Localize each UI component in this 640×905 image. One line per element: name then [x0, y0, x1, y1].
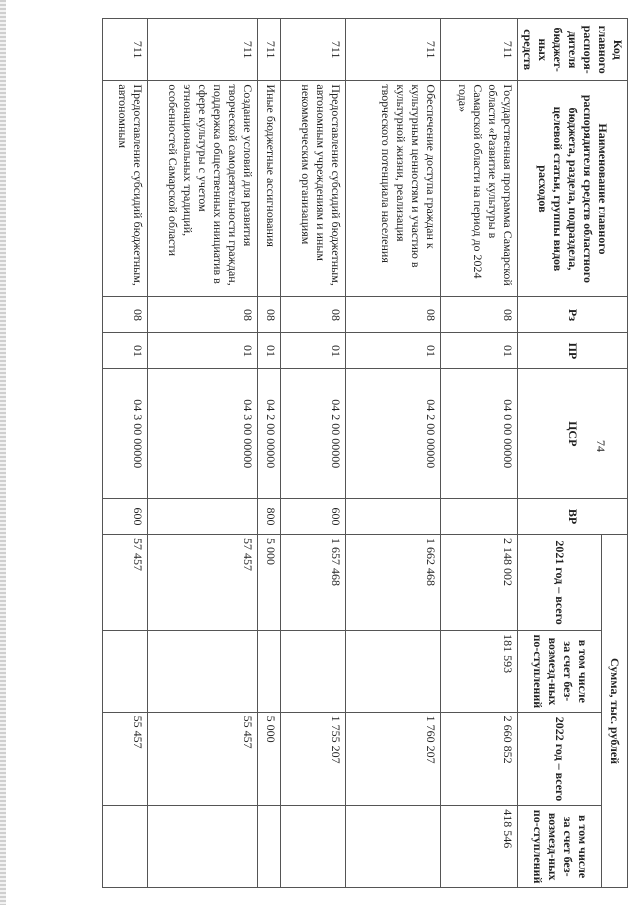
cell-vr: 600	[103, 499, 148, 535]
cell-2022-total: 5 000	[258, 712, 281, 806]
cell-vr	[148, 499, 258, 535]
cell-code: 711	[441, 19, 518, 81]
cell-rz: 08	[258, 297, 281, 333]
cell-csr: 04 2 00 00000	[346, 369, 441, 499]
header-2021-free: в том числе за счет без-возмезд-ных по-ступлений	[518, 631, 602, 713]
header-name: Наименование главного распорядителя средств областного бюджета, раздела, подраздела, целевой статьи, группы видов расходов	[518, 81, 628, 297]
cell-rz: 08	[441, 297, 518, 333]
cell-pr: 01	[258, 333, 281, 369]
table-row	[281, 19, 346, 888]
page-number: 74	[594, 440, 608, 452]
cell-name: Иные бюджетные ассигнования	[258, 81, 281, 297]
header-2022-free: в том числе за счет без-возмезд-ных по-ступлений	[518, 806, 602, 888]
table-row	[346, 19, 441, 888]
cell-pr: 01	[148, 333, 258, 369]
cell-2021-free	[103, 631, 148, 713]
rotated-page	[62, 18, 628, 888]
cell-2021-total: 57 457	[148, 535, 258, 631]
cell-csr: 04 3 00 00000	[148, 369, 258, 499]
cell-2021-total: 2 148 002	[441, 535, 518, 631]
cell-pr: 01	[103, 333, 148, 369]
cell-rz: 08	[346, 297, 441, 333]
cell-code: 711	[346, 19, 441, 81]
cell-2022-free	[281, 806, 346, 888]
cell-vr: 600	[281, 499, 346, 535]
cell-csr: 04 2 00 00000	[281, 369, 346, 499]
table-header	[518, 19, 628, 888]
cell-2021-total: 1 657 468	[281, 535, 346, 631]
cell-2022-total: 55 457	[103, 712, 148, 806]
cell-name: Предоставление субсидий бюджетным, автономным	[103, 81, 148, 297]
table-row	[103, 19, 148, 888]
cell-2022-free	[346, 806, 441, 888]
cell-pr: 01	[346, 333, 441, 369]
cell-2021-free	[258, 631, 281, 713]
cell-name: Создание условий для развития творческой самодеятельности граждан, поддержка общественных инициатив в сфере культуры с учетом этнонациональных традиций, особенностей Самарской области	[148, 81, 258, 297]
cell-2022-total: 2 660 852	[441, 712, 518, 806]
cell-2021-total: 5 000	[258, 535, 281, 631]
cell-2022-free	[148, 806, 258, 888]
table-row	[441, 19, 518, 888]
cell-2021-free: 181 593	[441, 631, 518, 713]
cell-code: 711	[103, 19, 148, 81]
header-2021-total: 2021 год – всего	[518, 535, 602, 631]
header-rz: Рз	[518, 297, 628, 333]
cell-2022-free	[103, 806, 148, 888]
cell-csr: 04 3 00 00000	[103, 369, 148, 499]
scan-edge	[0, 0, 6, 905]
cell-pr: 01	[441, 333, 518, 369]
cell-code: 711	[148, 19, 258, 81]
table-row	[258, 19, 281, 888]
table-body	[103, 19, 518, 888]
cell-rz: 08	[281, 297, 346, 333]
cell-2022-free	[258, 806, 281, 888]
header-2022-total: 2022 год – всего	[518, 712, 602, 806]
cell-name: Предоставление субсидий бюджетным, автономным учреждениям и иным некоммерческим организациям	[281, 81, 346, 297]
cell-name: Государственная программа Самарской области «Развитие культуры в Самарской области на период до 2024 года»	[441, 81, 518, 297]
cell-2022-total: 1 760 207	[346, 712, 441, 806]
cell-vr	[346, 499, 441, 535]
cell-2021-total: 1 662 468	[346, 535, 441, 631]
cell-vr	[441, 499, 518, 535]
cell-2021-total: 57 457	[103, 535, 148, 631]
budget-table	[102, 18, 628, 888]
cell-rz: 08	[148, 297, 258, 333]
header-csr: ЦСР	[518, 369, 628, 499]
header-pr: ПР	[518, 333, 628, 369]
cell-pr: 01	[281, 333, 346, 369]
cell-2022-free: 418 546	[441, 806, 518, 888]
cell-name: Обеспечение доступа граждан к культурным ценностям и участию в культурной жизни, реализация творческого потенциала населения	[346, 81, 441, 297]
table-row	[148, 19, 258, 888]
cell-2022-total: 1 755 207	[281, 712, 346, 806]
cell-2021-free	[346, 631, 441, 713]
cell-code: 711	[258, 19, 281, 81]
cell-2021-free	[281, 631, 346, 713]
cell-rz: 08	[103, 297, 148, 333]
cell-csr: 04 2 00 00000	[258, 369, 281, 499]
header-sum-group: Сумма, тыс. рублей	[602, 535, 628, 888]
cell-vr: 800	[258, 499, 281, 535]
header-vr: ВР	[518, 499, 628, 535]
cell-2022-total: 55 457	[148, 712, 258, 806]
header-code: Код главного распоря-дителя бюджет-ных средств	[518, 19, 628, 81]
cell-2021-free	[148, 631, 258, 713]
cell-csr: 04 0 00 00000	[441, 369, 518, 499]
cell-code: 711	[281, 19, 346, 81]
